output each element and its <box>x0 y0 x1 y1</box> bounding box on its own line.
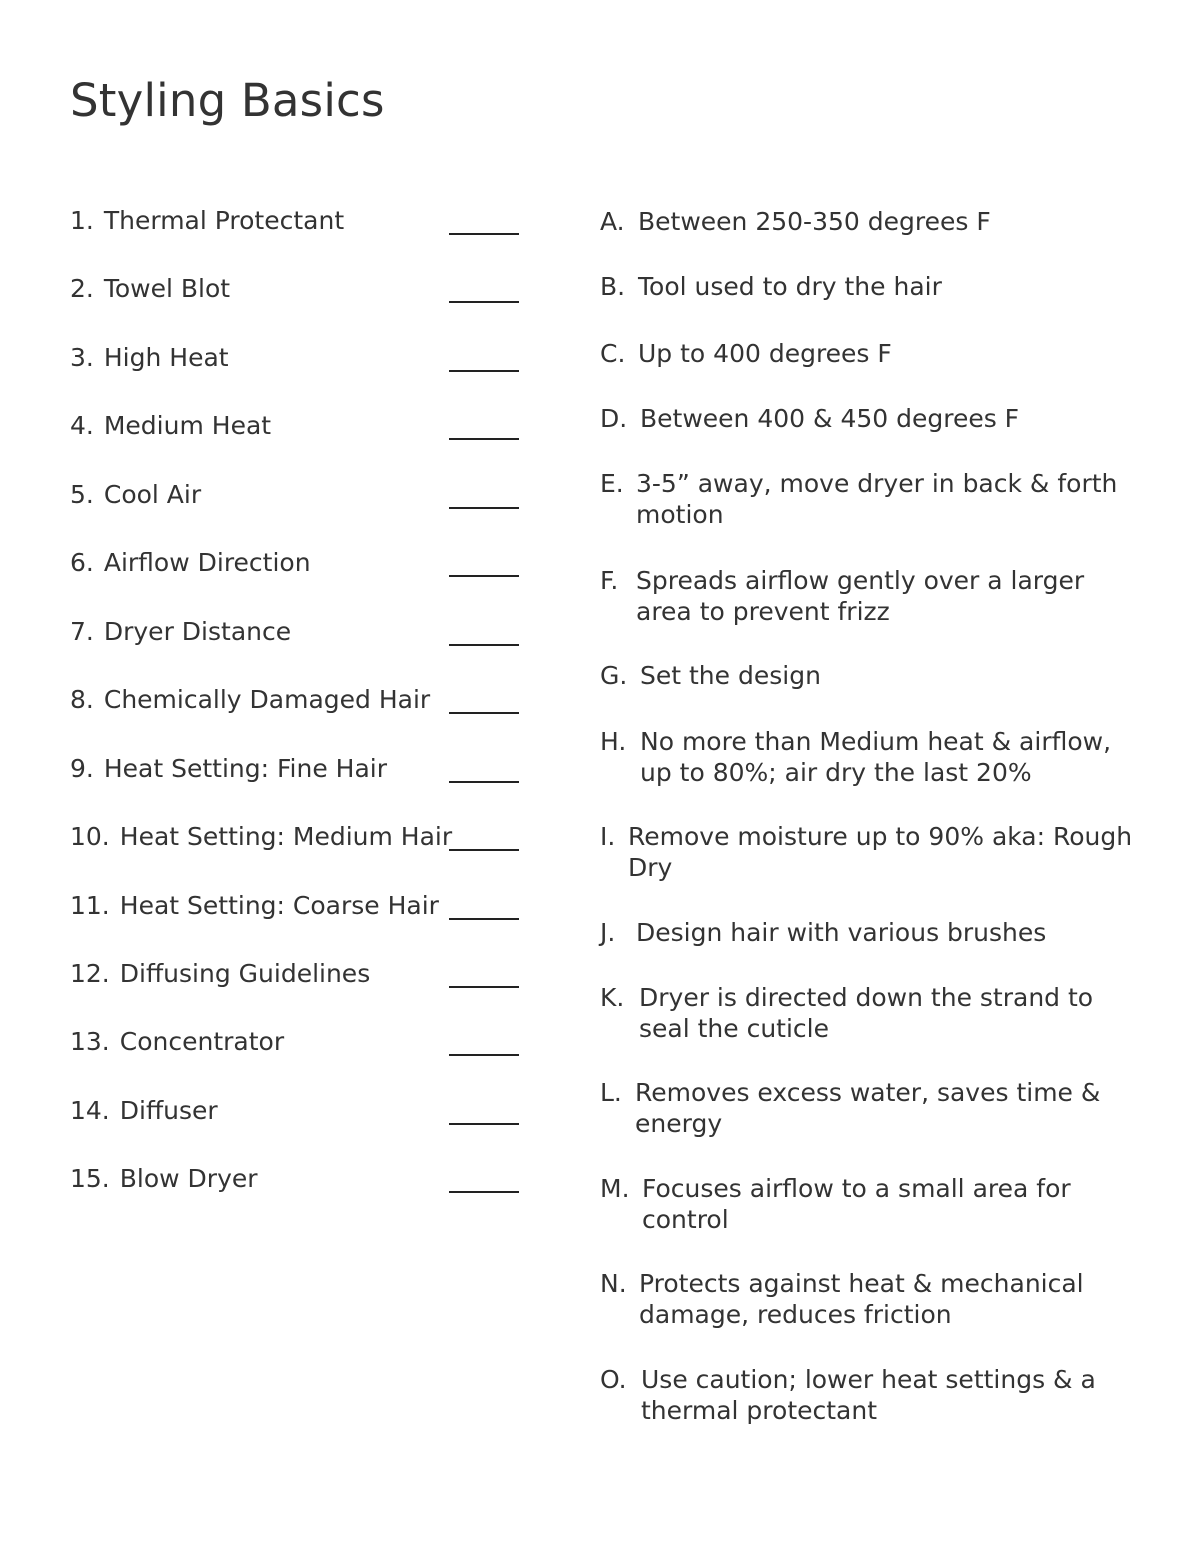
definition-letter: M. <box>600 1174 630 1203</box>
term-text: Thermal Protectant <box>103 206 345 235</box>
term-text: Heat Setting: Medium Hair <box>119 822 453 851</box>
term-text: Concentrator <box>119 1027 285 1056</box>
definition-item <box>600 404 1140 435</box>
term-number: 12. <box>70 959 110 988</box>
definition-letter: L. <box>600 1078 622 1107</box>
term-text: Heat Setting: Fine Hair <box>103 754 388 783</box>
definition-text: Focuses airflow to a small area for control <box>642 1174 1071 1234</box>
term-number: 14. <box>70 1096 110 1125</box>
definition-item <box>600 339 1140 370</box>
definition-letter: N. <box>600 1269 627 1298</box>
definition-item <box>600 566 1140 627</box>
definition-item <box>600 272 1140 303</box>
definition-item <box>600 469 1140 530</box>
definition-item <box>600 727 1140 788</box>
term-number: 13. <box>70 1027 110 1056</box>
definition-text: Remove moisture up to 90% aka: Rough Dry <box>628 822 1133 882</box>
definition-item <box>600 983 1140 1044</box>
definition-letter: H. <box>600 727 627 756</box>
definition-letter: C. <box>600 339 626 368</box>
definition-item <box>600 918 1140 949</box>
definition-text: Protects against heat & mechanical damage, reduces friction <box>639 1269 1084 1329</box>
definition-letter: K. <box>600 983 625 1012</box>
term-text: Dryer Distance <box>103 617 292 646</box>
term-text: Diffuser <box>119 1096 218 1125</box>
definition-text: 3-5” away, move dryer in back & forth motion <box>636 469 1118 529</box>
definition-letter: O. <box>600 1365 627 1394</box>
definition-letter: E. <box>600 469 624 498</box>
term-number: 4. <box>70 411 94 440</box>
definition-letter: D. <box>600 404 628 433</box>
definition-text: Between 400 & 450 degrees F <box>640 404 1020 433</box>
term-number: 9. <box>70 754 94 783</box>
definition-item <box>600 1365 1140 1426</box>
term-text: High Heat <box>103 343 229 372</box>
term-number: 6. <box>70 548 94 577</box>
definition-item <box>600 207 1140 238</box>
definition-letter: G. <box>600 661 628 690</box>
page-title: Styling Basics <box>70 74 385 127</box>
definition-text: Up to 400 degrees F <box>638 339 892 368</box>
term-text: Diffusing Guidelines <box>119 959 371 988</box>
definition-text: Use caution; lower heat settings & a thermal protectant <box>641 1365 1096 1425</box>
term-number: 8. <box>70 685 94 714</box>
definition-letter: A. <box>600 207 625 236</box>
term-number: 7. <box>70 617 94 646</box>
definition-letter: B. <box>600 272 626 301</box>
term-number: 15. <box>70 1164 110 1193</box>
definition-item <box>600 1269 1140 1330</box>
definition-text: Spreads airflow gently over a larger area to prevent frizz <box>636 566 1085 626</box>
definition-text: Removes excess water, saves time & energy <box>635 1078 1101 1138</box>
term-text: Cool Air <box>103 480 202 509</box>
term-number: 1. <box>70 206 94 235</box>
term-number: 3. <box>70 343 94 372</box>
definition-letter: F. <box>600 566 619 595</box>
definition-text: Tool used to dry the hair <box>638 272 942 301</box>
definition-text: No more than Medium heat & airflow, up to 80%; air dry the last 20% <box>640 727 1112 787</box>
definition-item <box>600 661 1140 692</box>
definition-text: Set the design <box>640 661 821 690</box>
definition-item <box>600 1078 1140 1139</box>
term-text: Medium Heat <box>103 411 272 440</box>
definition-item <box>600 822 1140 883</box>
term-text: Airflow Direction <box>103 548 311 577</box>
term-number: 2. <box>70 274 94 303</box>
term-text: Towel Blot <box>103 274 231 303</box>
definition-text: Between 250-350 degrees F <box>638 207 991 236</box>
definition-text: Design hair with various brushes <box>636 918 1047 947</box>
term-number: 5. <box>70 480 94 509</box>
definition-letter: I. <box>600 822 616 851</box>
term-text: Chemically Damaged Hair <box>103 685 431 714</box>
definition-text: Dryer is directed down the strand to seal the cuticle <box>639 983 1094 1043</box>
definition-item <box>600 1174 1140 1235</box>
term-text: Heat Setting: Coarse Hair <box>119 891 439 920</box>
term-text: Blow Dryer <box>119 1164 258 1193</box>
term-number: 11. <box>70 891 110 920</box>
term-number: 10. <box>70 822 110 851</box>
definition-letter: J. <box>600 918 616 947</box>
